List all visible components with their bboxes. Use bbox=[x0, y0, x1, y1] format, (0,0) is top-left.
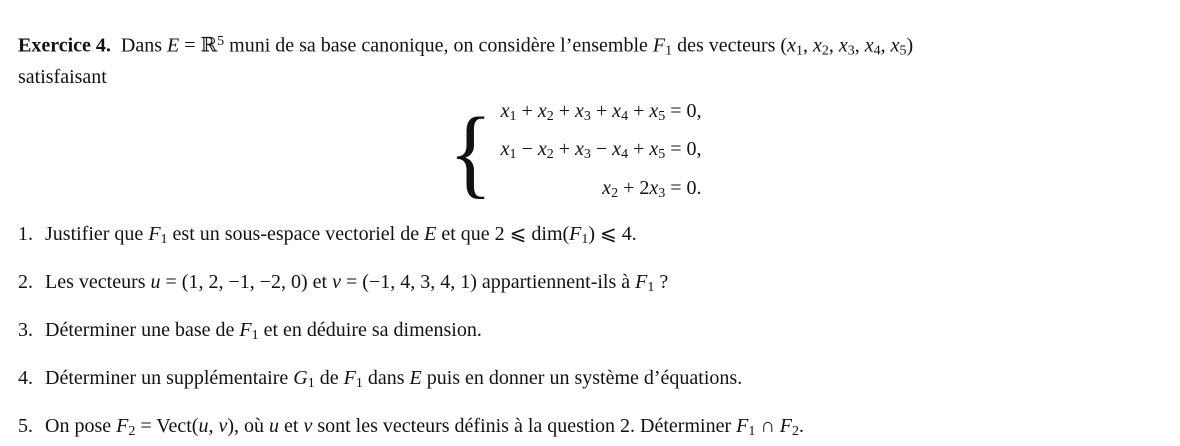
text-run: 2 bbox=[546, 147, 554, 163]
text-run: est un sous-espace vectoriel de bbox=[167, 222, 425, 245]
text-run: = ℝ bbox=[179, 34, 218, 57]
text-run: , bbox=[802, 34, 813, 57]
text-run: u bbox=[269, 414, 280, 437]
text-run: des vecteurs ( bbox=[672, 34, 788, 57]
text-run: x bbox=[890, 34, 900, 57]
text-run: ), où bbox=[227, 414, 270, 437]
item-number: 3. bbox=[18, 318, 33, 341]
text-run: F bbox=[569, 222, 582, 245]
text-run: 1 bbox=[251, 327, 259, 343]
text-run: 5 bbox=[658, 109, 666, 125]
text-run: 5 bbox=[217, 34, 225, 49]
text-run: 2 bbox=[128, 424, 136, 439]
text-run: F bbox=[239, 318, 252, 341]
text-run: satisfaisant bbox=[18, 66, 107, 89]
text-run: et bbox=[279, 414, 304, 437]
text-run: x bbox=[649, 100, 659, 123]
question-item-4 bbox=[18, 364, 1162, 398]
text-run: x bbox=[575, 100, 584, 123]
text-run: 3 bbox=[847, 43, 855, 59]
text-run: muni de sa base canonique, on considère l’ensemble bbox=[224, 34, 653, 57]
text-run: E bbox=[167, 34, 180, 57]
text-run: Dans bbox=[110, 34, 168, 57]
text-run: G bbox=[293, 366, 308, 389]
exercise-intro bbox=[18, 28, 1162, 91]
text-run: 4 bbox=[621, 147, 629, 163]
text-run: ) bbox=[906, 34, 914, 57]
text-run: x bbox=[787, 34, 796, 57]
text-run: x bbox=[537, 138, 547, 161]
text-run: + bbox=[553, 100, 575, 123]
text-run: 3 bbox=[583, 109, 591, 125]
text-run: 1 bbox=[307, 375, 315, 391]
item-text bbox=[45, 220, 1162, 254]
text-run: = 0, bbox=[665, 138, 702, 161]
text-run: 1 bbox=[509, 147, 517, 163]
text-run: ? bbox=[654, 270, 669, 293]
item-text bbox=[45, 268, 1162, 302]
text-run: = 0. bbox=[665, 176, 702, 199]
text-run: − bbox=[590, 138, 613, 161]
text-run: 1 bbox=[665, 43, 673, 59]
intro-line-1 bbox=[18, 28, 1162, 64]
text-run: puis en donner un système d’équations. bbox=[421, 366, 743, 389]
text-run: + 2 bbox=[618, 176, 650, 199]
text-run: et que 2 ⩽ dim( bbox=[436, 222, 570, 245]
text-run: x bbox=[575, 138, 584, 161]
text-run: F bbox=[779, 414, 793, 437]
text-run: 5 bbox=[658, 147, 666, 163]
equation-line-2 bbox=[501, 133, 702, 171]
text-run: = (1, 2, −1, −2, 0) et bbox=[160, 270, 333, 293]
equation-lines bbox=[501, 95, 702, 209]
equation-system bbox=[18, 95, 1132, 209]
text-run: Exercice 4. bbox=[18, 34, 111, 57]
text-run: . bbox=[799, 414, 805, 437]
equation-line-1 bbox=[501, 95, 702, 133]
text-run: + bbox=[516, 100, 538, 123]
text-run: v bbox=[303, 414, 313, 437]
text-run: Justifier que bbox=[45, 222, 149, 245]
text-run: x bbox=[612, 138, 622, 161]
text-run: sont les vecteurs définis à la question 2. Déterminer bbox=[312, 414, 737, 437]
text-run: 4 bbox=[873, 43, 881, 59]
text-run: , bbox=[208, 414, 219, 437]
text-run: 2 bbox=[821, 43, 829, 59]
text-run: 1 bbox=[355, 375, 363, 391]
item-number: 1. bbox=[18, 222, 33, 245]
text-run: Les vecteurs bbox=[45, 270, 151, 293]
item-text bbox=[45, 364, 1162, 398]
text-run: x bbox=[500, 138, 510, 161]
text-run: 1 bbox=[748, 424, 756, 439]
text-run: 2 bbox=[792, 424, 800, 439]
text-run: x bbox=[500, 100, 510, 123]
text-run: = Vect( bbox=[135, 414, 199, 437]
text-run: 2 bbox=[546, 109, 554, 125]
text-run: = 0, bbox=[665, 100, 702, 123]
text-run: x bbox=[812, 34, 822, 57]
item-text bbox=[45, 316, 1162, 350]
text-run: x bbox=[864, 34, 874, 57]
text-run: + bbox=[628, 138, 650, 161]
text-run: F bbox=[148, 222, 161, 245]
equation-system-inner bbox=[448, 95, 701, 209]
text-run: F bbox=[652, 34, 666, 57]
item-number: 2. bbox=[18, 270, 33, 293]
text-run: u bbox=[198, 414, 209, 437]
text-run: v bbox=[218, 414, 228, 437]
text-run: F bbox=[736, 414, 749, 437]
text-run: = (−1, 4, 3, 4, 1) appartiennent-ils à bbox=[341, 270, 636, 293]
text-run: F bbox=[343, 366, 356, 389]
text-run: F bbox=[116, 414, 129, 437]
text-run: 1 bbox=[647, 279, 655, 295]
item-number: 5. bbox=[18, 414, 33, 437]
text-run: et en déduire sa dimension. bbox=[258, 318, 482, 341]
text-run: ) ⩽ 4. bbox=[588, 222, 637, 245]
text-run: , bbox=[880, 34, 891, 57]
text-run: x bbox=[602, 176, 612, 199]
question-list bbox=[18, 220, 1162, 446]
text-run: x bbox=[612, 100, 622, 123]
text-run: x bbox=[838, 34, 848, 57]
text-run: F bbox=[635, 270, 648, 293]
text-run: Déterminer une base de bbox=[45, 318, 240, 341]
text-run: 3 bbox=[583, 147, 591, 163]
text-run: 1 bbox=[160, 231, 168, 247]
text-run: x bbox=[649, 138, 659, 161]
item-text bbox=[45, 412, 1162, 446]
text-run: E bbox=[409, 366, 422, 389]
text-run: de bbox=[314, 366, 344, 389]
text-run: + bbox=[553, 138, 575, 161]
text-run: x bbox=[537, 100, 547, 123]
text-run: E bbox=[424, 222, 437, 245]
left-brace: { bbox=[448, 97, 493, 208]
text-run: , bbox=[828, 34, 839, 57]
equation-line-3 bbox=[602, 172, 701, 210]
text-run: 2 bbox=[611, 185, 619, 201]
text-run: + bbox=[628, 100, 650, 123]
text-run: v bbox=[332, 270, 341, 293]
text-run: 5 bbox=[899, 43, 907, 59]
text-run: u bbox=[150, 270, 161, 293]
text-run: 3 bbox=[658, 185, 666, 201]
text-run: x bbox=[649, 176, 659, 199]
text-run: 4 bbox=[621, 109, 629, 125]
text-run: + bbox=[590, 100, 613, 123]
intro-line-2 bbox=[18, 64, 1162, 91]
text-run: ∩ bbox=[755, 414, 780, 437]
question-item-5 bbox=[18, 412, 1162, 446]
text-run: 1 bbox=[795, 43, 803, 59]
text-run: 1 bbox=[509, 109, 517, 125]
question-item-3 bbox=[18, 316, 1162, 350]
question-item-1 bbox=[18, 220, 1162, 254]
text-run: 1 bbox=[581, 231, 589, 247]
text-run: , bbox=[854, 34, 865, 57]
text-run: Déterminer un supplémentaire bbox=[45, 366, 294, 389]
text-run: dans bbox=[362, 366, 410, 389]
question-item-2 bbox=[18, 268, 1162, 302]
text-run: On pose bbox=[45, 414, 117, 437]
text-run: − bbox=[516, 138, 538, 161]
item-number: 4. bbox=[18, 366, 33, 389]
